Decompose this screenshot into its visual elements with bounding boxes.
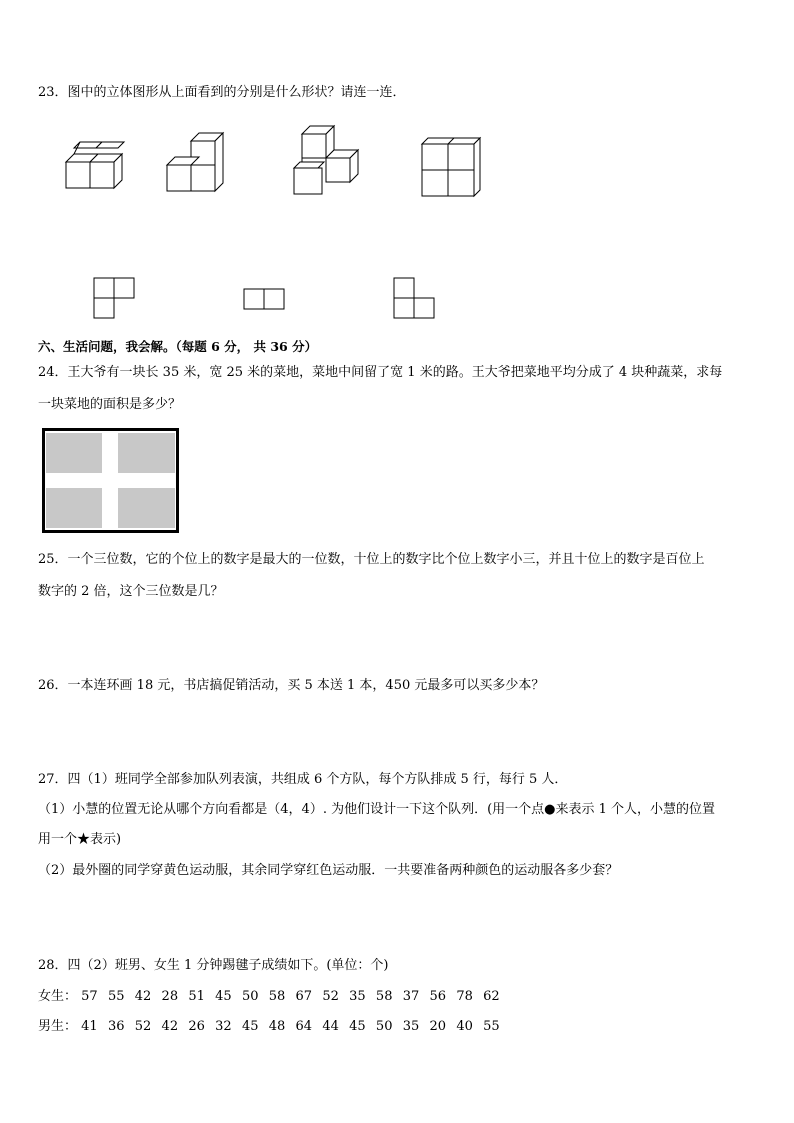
top-view-shape-2 <box>243 288 287 316</box>
solid-figure-3 <box>290 124 365 200</box>
girls-score: 55 <box>107 989 125 1004</box>
q27-line3: 用一个★表示) <box>38 832 122 847</box>
boys-label: 男生： <box>38 1019 78 1034</box>
q28-intro: 28．四（2）班男、女生 1 分钟踢毽子成绩如下。(单位：个) <box>38 958 389 973</box>
solid-figure-1 <box>60 140 130 199</box>
plot-top-left <box>46 433 102 473</box>
boys-score: 44 <box>322 1019 339 1034</box>
plot-bottom-right <box>118 488 175 528</box>
boys-score: 35 <box>402 1019 420 1034</box>
top-view-shape-3 <box>393 277 437 325</box>
boys-score: 48 <box>268 1019 286 1034</box>
q24-line2: 一块菜地的面积是多少？ <box>38 397 182 412</box>
boys-score: 64 <box>295 1019 313 1034</box>
boys-score: 32 <box>215 1019 232 1034</box>
section-6-title: 六、生活问题，我会解。（每题 6 分， 共 36 分） <box>38 339 318 354</box>
boys-score: 20 <box>429 1019 447 1034</box>
girls-score: 56 <box>429 989 447 1004</box>
girls-score: 78 <box>456 989 473 1004</box>
girls-score: 35 <box>349 989 366 1004</box>
q26-text: 26．一本连环画 18 元，书店搞促销活动，买 5 本送 1 本，450 元最多可以买多少本？ <box>38 678 545 693</box>
girls-score: 67 <box>295 989 313 1004</box>
boys-score: 36 <box>107 1019 125 1034</box>
q24-line1: 24．王大爷有一块长 35 米，宽 25 米的菜地，菜地中间留了宽 1 米的路。王大爷把菜地平均分成了 4 块种蔬菜，求每 <box>38 365 723 380</box>
q27-line4: （2）最外圈的同学穿黄色运动服，其余同学穿红色运动服．一共要准备两种颜色的运动服各多少套？ <box>38 863 619 878</box>
girls-score: 37 <box>402 989 420 1004</box>
boys-score: 52 <box>134 1019 152 1034</box>
boys-score: 41 <box>81 1019 98 1034</box>
solid-figure-2 <box>163 127 233 201</box>
girls-score: 52 <box>322 989 339 1004</box>
boys-values <box>81 1018 510 1036</box>
girls-scores-row <box>38 988 510 1006</box>
girls-score: 62 <box>483 989 500 1004</box>
girls-score: 58 <box>268 989 286 1004</box>
boys-score: 26 <box>188 1019 205 1034</box>
girls-score: 57 <box>81 989 98 1004</box>
girls-values <box>81 988 510 1006</box>
boys-score: 45 <box>241 1019 259 1034</box>
boys-score: 40 <box>456 1019 473 1034</box>
solid-figure-4 <box>418 136 488 206</box>
q23-text: 23．图中的立体图形从上面看到的分别是什么形状？请连一连． <box>38 85 406 100</box>
q25-line2: 数字的 2 倍，这个三位数是几？ <box>38 584 224 599</box>
girls-score: 58 <box>375 989 393 1004</box>
girls-label: 女生： <box>38 989 78 1004</box>
q27-line2: （1）小慧的位置无论从哪个方向看都是（4，4）. 为他们设计一下这个队列．(用一个点●来表示 1 个人，小慧的位置 <box>38 802 716 817</box>
boys-score: 50 <box>375 1019 393 1034</box>
girls-score: 28 <box>161 989 179 1004</box>
girls-score: 45 <box>215 989 232 1004</box>
vegetable-plot-diagram <box>42 428 180 538</box>
boys-score: 45 <box>349 1019 366 1034</box>
top-view-shape-1 <box>93 277 137 325</box>
boys-score: 55 <box>483 1019 500 1034</box>
girls-score: 50 <box>241 989 259 1004</box>
plot-bottom-left <box>46 488 102 528</box>
plot-top-right <box>118 433 175 473</box>
girls-score: 51 <box>188 989 205 1004</box>
boys-scores-row <box>38 1018 510 1036</box>
girls-score: 42 <box>134 989 152 1004</box>
q27-line1: 27．四（1）班同学全部参加队列表演，共组成 6 个方队，每个方队排成 5 行，每行 5 人． <box>38 772 568 787</box>
q25-line1: 25．一个三位数，它的个位上的数字是最大的一位数，十位上的数字比个位上数字小三，并且十位上的数字是百位上 <box>38 552 705 567</box>
boys-score: 42 <box>161 1019 179 1034</box>
